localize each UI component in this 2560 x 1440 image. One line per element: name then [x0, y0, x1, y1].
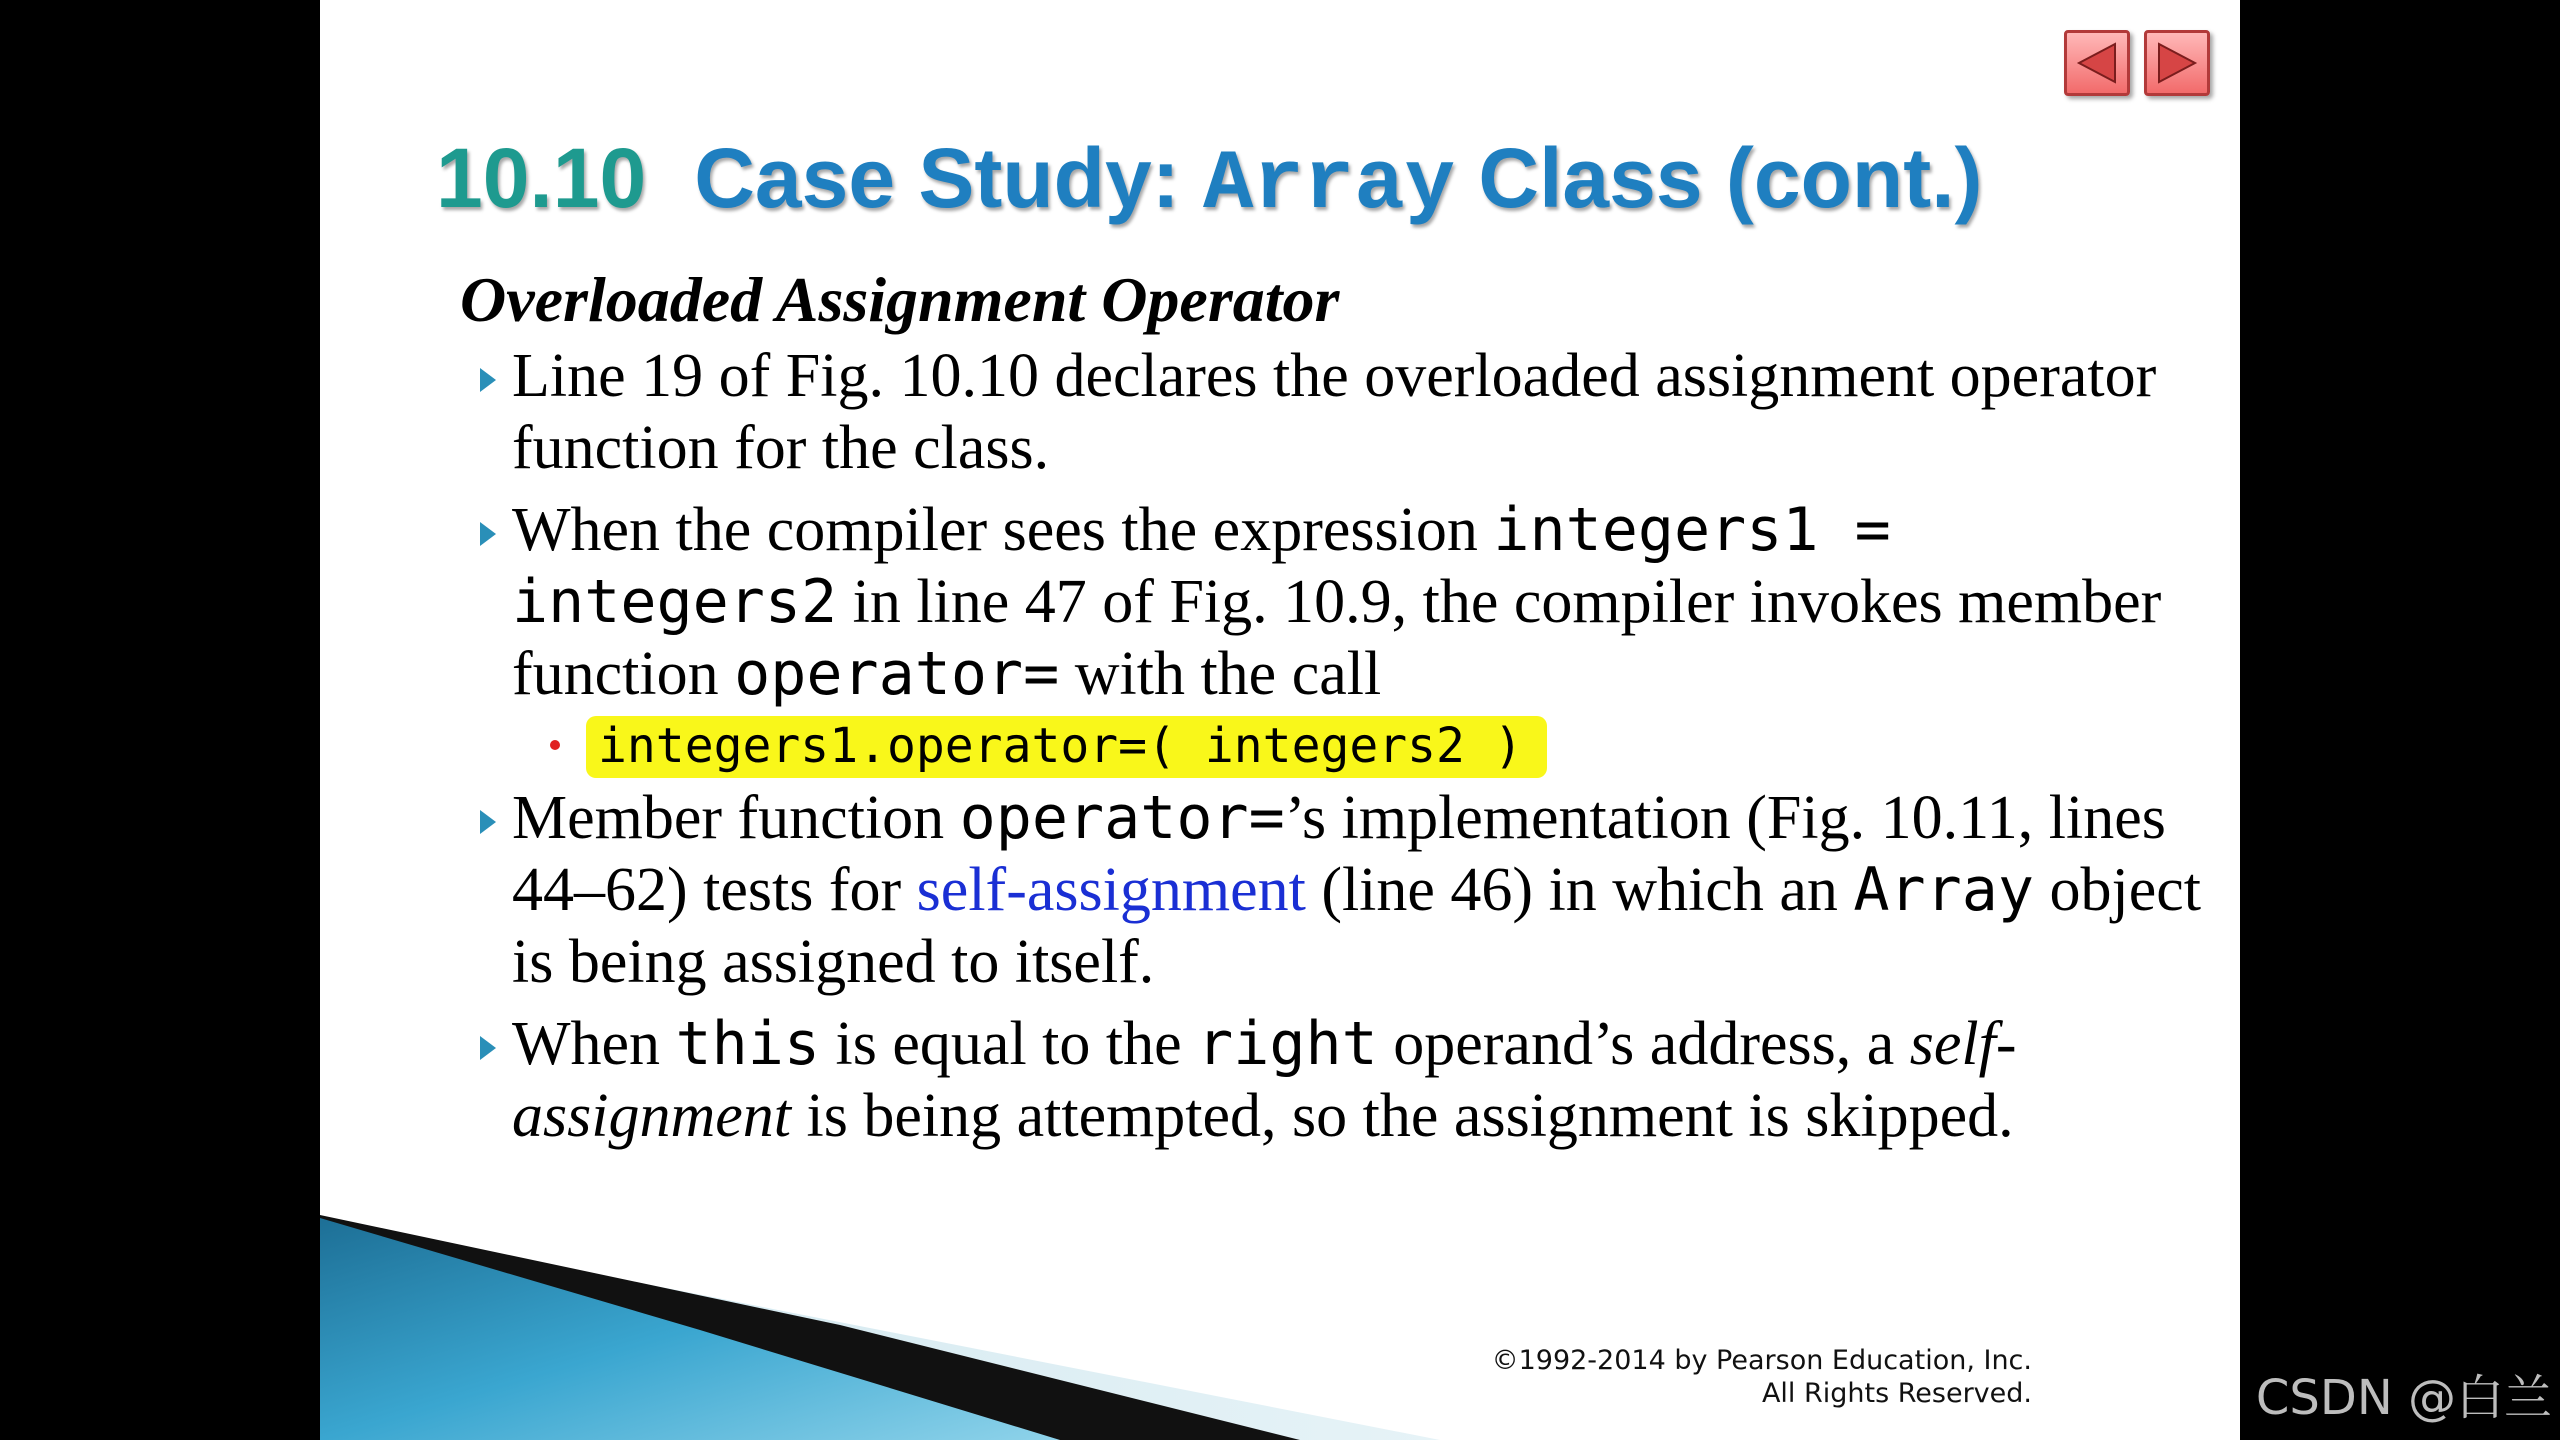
bullet-text: is being attempted, so the assignment is skipped.	[791, 1082, 2014, 1150]
emphasis-term: self-assignment	[512, 1010, 2017, 1150]
slide-title	[436, 128, 2196, 236]
bullet-text: When the compiler sees the expression	[512, 496, 1494, 564]
bullet-text: ’s implementation (Fig. 10.11, lines 44–62) tests for	[512, 784, 2166, 924]
code-class-name: Array	[1853, 855, 2034, 925]
bullet-text: Member function	[512, 784, 960, 852]
prev-slide-button[interactable]	[2064, 30, 2130, 96]
csdn-watermark: CSDN @白兰	[2255, 1370, 2552, 1426]
sub-bullet-dot-icon	[550, 740, 560, 750]
bullet-text: is equal to the	[820, 1010, 1198, 1078]
bullet-item	[460, 340, 2220, 484]
code-right: right	[1197, 1009, 1378, 1079]
bullet-text: When	[512, 1010, 676, 1078]
bullet-text: object is being assigned to itself.	[512, 856, 2201, 996]
slide	[320, 0, 2240, 1440]
bullet-arrow-icon	[480, 368, 496, 392]
sub-bullet-item	[550, 718, 2220, 774]
bullet-arrow-icon	[480, 522, 496, 546]
bullet-item	[460, 494, 2220, 710]
copyright-footer	[1180, 1344, 2032, 1410]
bullet-text: in line 47 of Fig. 10.9, the compiler invokes member function	[512, 568, 2162, 708]
bullet-item	[460, 782, 2220, 998]
section-subheading: Overloaded Assignment Operator	[460, 264, 1340, 335]
self-assignment-link[interactable]: self-assignment	[916, 856, 1306, 924]
next-slide-icon	[2155, 41, 2199, 85]
copyright-line: ©1992-2014 by Pearson Education, Inc.	[1491, 1345, 2032, 1376]
code-operator: operator=	[959, 783, 1285, 853]
code-expression: integers1 = integers2	[512, 495, 1891, 637]
bullet-arrow-icon	[480, 810, 496, 834]
bullet-arrow-icon	[480, 1036, 496, 1060]
bullet-list	[460, 340, 2220, 1162]
code-this: this	[675, 1009, 821, 1079]
title-suffix: Class (cont.)	[1455, 131, 1983, 225]
title-code: Array	[1203, 138, 1456, 233]
next-slide-button[interactable]	[2144, 30, 2210, 96]
slide-navigation	[2064, 30, 2210, 96]
title-prefix: Case Study:	[694, 131, 1204, 225]
highlighted-code-call: integers1.operator=( integers2 )	[586, 716, 1547, 778]
prev-slide-icon	[2075, 41, 2119, 85]
section-number: 10.10	[436, 131, 647, 225]
code-operator: operator=	[734, 639, 1060, 709]
rights-line: All Rights Reserved.	[1761, 1378, 2032, 1409]
bullet-text: operand’s address, a	[1377, 1010, 1910, 1078]
bullet-text: with the call	[1059, 640, 1382, 708]
bullet-text: (line 46) in which an	[1305, 856, 1854, 924]
bullet-text: Line 19 of Fig. 10.10 declares the overloaded assignment operator function for the class.	[512, 342, 2157, 482]
